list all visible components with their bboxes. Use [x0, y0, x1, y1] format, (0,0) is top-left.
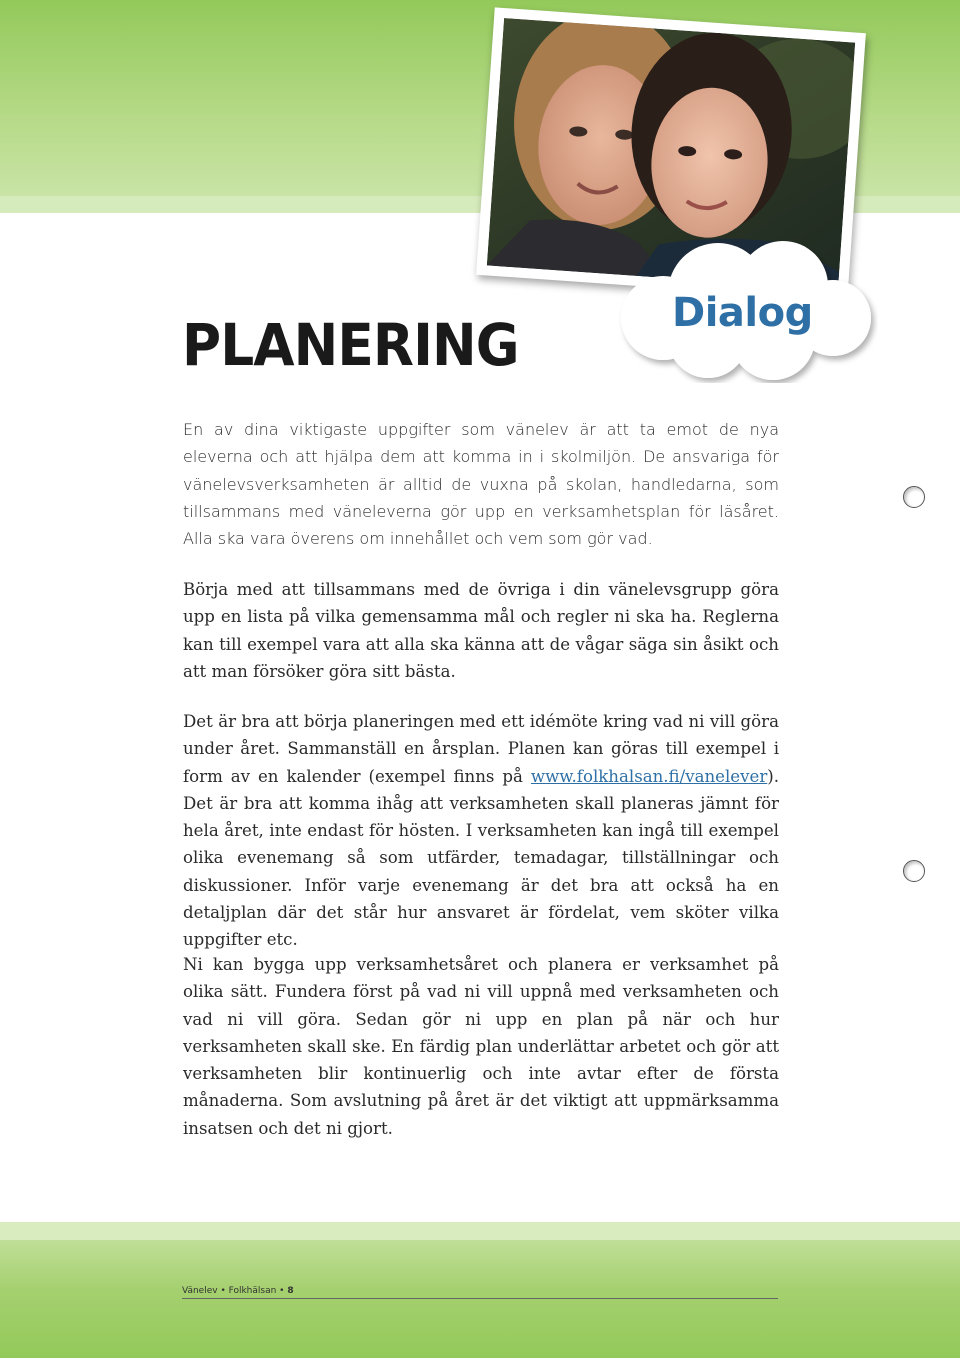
paragraph-3-after-link: ). Det är bra att komma ihåg att verksamheten skall planeras jämnt för hela året, inte endast för hösten. I verksamheten kan ingå till exempel olika evenemang så som utfärder, temadagar, tillställningar och diskussioner. Inför varje evenemang är det bra att också ha en detaljplan där det står hur ansvaret är fördelat, vem sköter vilka uppgifter etc.: [183, 766, 779, 950]
paragraph-2: [183, 576, 779, 685]
footer-light-stripe: [0, 1222, 960, 1240]
page-title: PLANERING: [182, 311, 519, 379]
paragraph-4: [183, 951, 779, 1142]
paragraph-3: [183, 708, 779, 954]
binder-hole-circle-icon: [903, 860, 925, 882]
paragraph-2-text: Börja med att tillsammans med de övriga i din vänelevsgrupp göra upp en lista på vilka gemensamma mål och regler ni ska ha. Reglerna kan till exempel vara att alla ska känna att de vågar säga sin åsikt och att man försöker göra sitt bästa.: [183, 580, 779, 681]
footer-green-band: [0, 1222, 960, 1358]
dialog-label: Dialog: [672, 290, 813, 336]
paragraph-1-text: En av dina viktigaste uppgifter som vänelev är att ta emot de nya eleverna och att hjälpa dem att komma in i skolmiljön. De ansvariga för vänelevsverksamheten är alltid de vuxna på skolan, handledarna, som tillsammans med väneleverna gör upp en verksamhetsplan för läsåret. Alla ska vara överens om innehållet och vem som gör vad.: [183, 420, 779, 549]
footer-caption: [182, 1286, 294, 1296]
binder-hole-circle-icon: [903, 486, 925, 508]
paragraph-1: [183, 416, 779, 552]
paragraph-3-before-link: Det är bra att börja planeringen med ett idémöte kring vad ni vill göra under året. Sammanställ en årsplan. Planen kan göras till exempel i form av en kalender (exempel finns på: [183, 712, 779, 786]
folkhalsan-link[interactable]: www.folkhalsan.fi/vanelever: [530, 766, 768, 786]
paragraph-4-text: Ni kan bygga upp verksamhetsåret och planera er verksamhet på olika sätt. Fundera först på vad ni vill uppnå med verksamheten och vad ni vill göra. Sedan gör ni upp en plan på när och hur verksamheten skall ske. En färdig plan underlättar arbetet och gör att verksamheten blir kontinuerlig och inte avtar efter de första månaderna. Som avslutning på året är det viktigt att uppmärksamma insatsen och det ni gjort.: [183, 955, 779, 1138]
footer-text: Vänelev • Folkhälsan •: [182, 1286, 288, 1296]
footer-rule: [182, 1298, 778, 1299]
page-number: 8: [287, 1286, 294, 1296]
paragraph-3-text: [183, 708, 779, 954]
